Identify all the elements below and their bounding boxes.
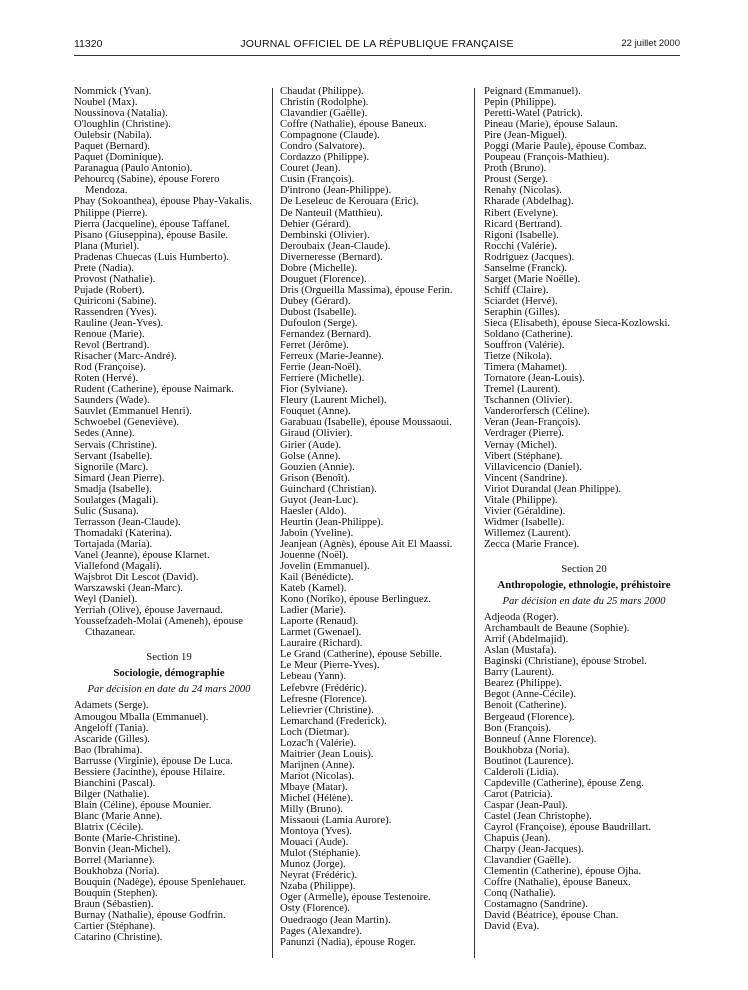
name-entry: Archambault de Beaune (Sophie). (484, 622, 630, 635)
name-entry: Paquet (Bernard). (74, 140, 150, 153)
column-3 (484, 86, 684, 932)
name-entry: Fernandez (Bernard). (280, 328, 372, 341)
name-entry: Condro (Salvatore). (280, 140, 365, 153)
name-entry: Adamets (Serge). (74, 699, 149, 712)
name-entry: Peignard (Emmanuel). (484, 85, 581, 97)
name-entry: D'introno (Jean-Philippe). (280, 184, 392, 197)
name-entry: Nzaba (Philippe). (280, 880, 356, 893)
name-entry: Vincent (Sandrine). (484, 471, 568, 484)
name-entry: Fouquet (Anne). (280, 405, 351, 418)
name-entry: Veran (Jean-François). (484, 416, 581, 429)
name-entry: Wajsbrot Dit Lescot (David). (74, 571, 199, 584)
name-entry: Clavandier (Gaëlle). (484, 854, 572, 867)
name-entry: Timera (Mahamet). (484, 361, 568, 374)
name-entry: Signorile (Marc). (74, 460, 149, 473)
name-entry: Saunders (Wade). (74, 394, 150, 407)
name-entry: Sedes (Anne). (74, 427, 135, 440)
name-list (280, 86, 465, 948)
name-entry: Rauline (Jean-Yves). (74, 316, 164, 329)
name-entry: Thomadaki (Katerina). (74, 526, 172, 539)
name-entry: Vibert (Stéphane). (484, 449, 563, 462)
name-entry: Vitale (Philippe). (484, 493, 558, 506)
name-entry: Dehier (Gérard). (280, 217, 352, 230)
section-subject: Sociologie, démographie (113, 667, 225, 680)
name-entry: Rassendren (Yves). (74, 305, 157, 318)
name-entry: Douguet (Florence). (280, 272, 367, 285)
name-entry: Capdeville (Catherine), épouse Zeng. (484, 776, 644, 789)
name-entry: Sarget (Marie Noëlle). (484, 272, 581, 285)
name-entry: Dris (Orgueilla Massima), épouse Ferin. (280, 283, 453, 296)
name-list (484, 612, 684, 932)
name-entry: Noubel (Max). (74, 96, 138, 109)
name-entry: Servais (Christine). (74, 438, 158, 451)
name-entry: Chapuis (Jean). (484, 832, 551, 845)
name-entry: Mouaci (Aude). (280, 836, 349, 849)
name-entry: Garabuau (Isabelle), épouse Moussaoui. (280, 416, 452, 429)
name-entry: Peretti-Watel (Patrick). (484, 107, 583, 120)
name-entry: Fleury (Laurent Michel). (280, 394, 387, 407)
name-entry: Poupeau (François-Mathieu). (484, 151, 610, 164)
name-entry: Simard (Jean Pierre). (74, 471, 165, 484)
name-entry: Viriot Durandal (Jean Philippe). (484, 482, 622, 495)
name-entry: Couret (Jean). (280, 162, 341, 175)
name-entry: Cartier (Stéphane). (74, 920, 156, 933)
name-entry: Bao (Ibrahima). (74, 743, 143, 756)
name-entry: Christin (Rodolphe). (280, 96, 369, 109)
name-entry: Fior (Sylviane). (280, 383, 348, 396)
name-list (74, 700, 264, 943)
name-entry: Pradenas Chuecas (Luis Humberto). (74, 250, 229, 263)
name-entry: Borrel (Marianne). (74, 854, 155, 867)
name-entry: Rudent (Catherine), épouse Naimark. (74, 383, 234, 396)
name-entry: Tietze (Nikola). (484, 350, 552, 363)
name-entry: Vanderorfersch (Céline). (484, 405, 590, 418)
name-entry: Pujade (Robert). (74, 283, 145, 296)
name-entry: Soulatges (Magali). (74, 493, 159, 506)
name-entry: Giraud (Olivier). (280, 427, 353, 440)
name-entry: Mulot (Stéphanie). (280, 847, 361, 860)
name-entry: Lozac'h (Valérie). (280, 736, 357, 749)
name-entry: Arrif (Abdelmajid). (484, 633, 569, 646)
name-entry: Coffre (Nathalie), épouse Baneux. (484, 876, 631, 889)
name-entry: Terrasson (Jean-Claude). (74, 515, 181, 528)
name-entry: Renahy (Nicolas). (484, 184, 562, 197)
name-entry: Prete (Nadia). (74, 261, 134, 274)
name-entry: Risacher (Marc-André). (74, 350, 177, 363)
name-entry: Ricard (Bertrand). (484, 217, 563, 230)
name-entry: Lefresne (Florence). (280, 692, 368, 705)
name-entry: Willemez (Laurent). (484, 526, 571, 539)
name-entry: Proust (Serge). (484, 173, 548, 186)
name-entry: Heurtin (Jean-Philippe). (280, 515, 384, 528)
name-entry: Nommick (Yvan). (74, 85, 152, 97)
name-entry: Guyot (Jean-Luc). (280, 493, 359, 506)
name-entry: Lemarchand (Frederick). (280, 714, 387, 727)
name-entry: Bouquin (Nadège), épouse Spenlehauer. (74, 876, 246, 889)
name-entry: Gouzien (Annie). (280, 460, 355, 473)
name-entry: Blanc (Marie Anne). (74, 809, 163, 822)
name-entry: Bouquin (Stephen). (74, 887, 158, 900)
name-entry: Bearez (Philippe). (484, 677, 562, 690)
name-entry: Barry (Laurent). (484, 666, 555, 679)
name-entry: Le Meur (Pierre-Yves). (280, 659, 380, 672)
header-rule (74, 55, 680, 56)
name-entry: Revol (Bertrand). (74, 339, 150, 352)
name-entry: Le Grand (Catherine), épouse Sebille. (280, 648, 443, 661)
page-header (74, 38, 680, 52)
name-entry: Yerriah (Olive), épouse Javernaud. (74, 604, 223, 617)
decision-date: Par décision en date du 25 mars 2000 (502, 595, 666, 608)
name-entry: Paquet (Dominique). (74, 151, 164, 164)
name-entry: Ferreux (Marie-Jeanne). (280, 350, 384, 363)
name-entry: Charpy (Jean-Jacques). (484, 843, 584, 856)
name-entry: Rod (Françoise). (74, 361, 146, 374)
name-entry: Villavicencio (Daniel). (484, 460, 582, 473)
name-entry: Larmet (Gwenael). (280, 626, 362, 639)
name-entry: Soldano (Catherine). (484, 328, 574, 341)
name-entry: Boukhobza (Noria). (484, 743, 570, 756)
name-entry: Marijnen (Anne). (280, 758, 355, 771)
decision-date: Par décision en date du 24 mars 2000 (87, 683, 251, 696)
name-entry: Jaboin (Yveline). (280, 526, 354, 539)
name-entry: Cusin (François). (280, 173, 355, 186)
name-entry: Bonvin (Jean-Michel). (74, 843, 171, 856)
name-entry: Warszawski (Jean-Marc). (74, 582, 183, 595)
name-entry: Pepin (Philippe). (484, 96, 557, 109)
name-entry: Lauraire (Richard). (280, 637, 363, 650)
name-entry: Rharade (Abdelhag). (484, 195, 574, 208)
name-entry: Dubey (Gérard). (280, 294, 351, 307)
name-entry: Mariot (Nicolas). (280, 769, 355, 782)
name-entry: Dobre (Michelle). (280, 261, 358, 274)
name-entry: Dubost (Isabelle). (280, 305, 357, 318)
name-entry: Youssefzadeh-Molai (Ameneh), épouse Cthazanear. (74, 615, 243, 639)
name-entry: Bilger (Nathalie). (74, 787, 150, 800)
name-entry: Ferriere (Michelle). (280, 372, 365, 385)
name-entry: Clavandier (Gaëlle). (280, 107, 368, 120)
name-entry: Pages (Alexandre). (280, 924, 362, 937)
name-entry: Dembinski (Olivier). (280, 228, 370, 241)
name-entry: Begot (Anne-Cécile). (484, 688, 576, 701)
name-entry: Compagnone (Claude). (280, 129, 380, 142)
name-entry: Ferrie (Jean-Noël). (280, 361, 362, 374)
name-entry: Missaoui (Lamia Aurore). (280, 814, 392, 827)
name-entry: Castel (Jean Christophe). (484, 809, 592, 822)
name-entry: De Nanteuil (Matthieu). (280, 206, 383, 219)
name-entry: Carot (Patricia). (484, 787, 553, 800)
name-entry: Guinchard (Christian). (280, 482, 377, 495)
name-entry: Osty (Florence). (280, 902, 351, 915)
name-entry: Benoit (Catherine). (484, 699, 567, 712)
name-entry: Dufoulon (Serge). (280, 316, 358, 329)
name-entry: Rocchi (Valérie). (484, 239, 557, 252)
name-entry: Jouenne (Noël). (280, 548, 349, 561)
name-entry: Catarino (Christine). (74, 931, 163, 944)
name-entry: Aslan (Mustafa). (484, 644, 557, 657)
name-entry: Oger (Armelle), épouse Testenoire. (280, 891, 431, 904)
name-entry: Ascaride (Gilles). (74, 732, 150, 745)
name-entry: Tschannen (Olivier). (484, 394, 573, 407)
name-entry: Coffre (Nathalie), épouse Baneux. (280, 118, 427, 131)
name-entry: Kono (Noriko), épouse Berlinguez. (280, 593, 432, 606)
name-entry: Sciardet (Hervé). (484, 294, 558, 307)
name-entry: Schiff (Claire). (484, 283, 549, 296)
name-entry: Sieca (Elisabeth), épouse Sieca-Kozlowski. (484, 316, 671, 329)
name-entry: Clementin (Catherine), épouse Ojha. (484, 865, 641, 878)
name-entry: Boukhobza (Noria). (74, 865, 160, 878)
name-entry: Tortajada (Maria). (74, 537, 153, 550)
name-entry: Golse (Anne). (280, 449, 341, 462)
section-subject: Anthropologie, ethnologie, préhistoire (497, 579, 671, 592)
name-entry: Boutinot (Laurence). (484, 754, 574, 767)
page-number: 11320 (74, 38, 103, 50)
name-entry: Oulebsir (Nabila). (74, 129, 152, 142)
name-entry: Michel (Hélène). (280, 792, 353, 804)
name-entry: Ouedraogo (Jean Martin). (280, 913, 391, 926)
name-entry: Bon (François). (484, 721, 552, 734)
name-entry: Pire (Jean-Miguel). (484, 129, 568, 142)
name-entry: Ribert (Evelyne). (484, 206, 559, 219)
name-entry: Conq (Nathalie). (484, 887, 556, 900)
section-title: Section 20 (561, 562, 607, 575)
name-entry: Pisano (Giuseppina), épouse Basile. (74, 228, 229, 241)
journal-title: JOURNAL OFFICIEL DE LA RÉPUBLIQUE FRANÇAISE (240, 38, 514, 50)
name-entry: Tornatore (Jean-Louis). (484, 372, 585, 385)
name-list (74, 86, 264, 638)
name-entry: Adjeoda (Roger). (484, 611, 559, 624)
name-entry: Calderoli (Lidia). (484, 765, 559, 778)
column-divider (474, 88, 475, 958)
name-entry: Bonte (Marie-Christine). (74, 832, 181, 845)
name-entry: Viallefond (Magali). (74, 560, 162, 573)
name-list (484, 86, 684, 550)
name-entry: Panunzi (Nadia), épouse Roger. (280, 935, 416, 948)
name-entry: Lefebvre (Frédéric). (280, 681, 367, 694)
name-entry: De Leseleuc de Kerouara (Eric). (280, 195, 419, 208)
name-entry: Provost (Nathalie). (74, 272, 156, 285)
name-entry: Schwoebel (Geneviève). (74, 416, 180, 429)
name-entry: Plana (Muriel). (74, 239, 140, 252)
name-entry: Smadja (Isabelle). (74, 482, 152, 495)
name-entry: Sanselme (Franck). (484, 261, 568, 274)
name-entry: Montoya (Yves). (280, 825, 352, 838)
name-entry: Paranagua (Paulo Antonio). (74, 162, 193, 175)
name-entry: Bergeaud (Florence). (484, 710, 575, 723)
name-entry: Deroubaix (Jean-Claude). (280, 239, 391, 252)
name-entry: Milly (Bruno). (280, 803, 343, 816)
name-entry: Barrusse (Virginie), épouse De Luca. (74, 754, 233, 767)
name-entry: Caspar (Jean-Paul). (484, 798, 568, 811)
name-entry: Renoue (Marie). (74, 328, 145, 341)
name-entry: Jovelin (Emmanuel). (280, 560, 370, 573)
name-entry: David (Eva). (484, 920, 540, 933)
name-entry: Girier (Aude). (280, 438, 342, 451)
name-entry: Souffron (Valérie). (484, 339, 565, 352)
name-entry: Kateb (Kamel). (280, 582, 347, 595)
name-entry: Ferret (Jérôme). (280, 339, 349, 352)
name-entry: Kail (Bénédicte). (280, 571, 354, 584)
name-entry: Munoz (Jorge). (280, 858, 346, 871)
name-entry: David (Béatrice), épouse Chan. (484, 909, 619, 922)
name-entry: Quiriconi (Sabine). (74, 294, 157, 307)
column-divider (272, 88, 273, 958)
name-entry: Poggi (Marie Paule), épouse Combaz. (484, 140, 647, 153)
column-2 (280, 86, 465, 948)
name-entry: Diverneresse (Bernard). (280, 250, 383, 263)
name-entry: O'loughlin (Christine). (74, 118, 171, 131)
name-entry: Laporte (Renaud). (280, 615, 359, 628)
name-entry: Pineau (Marie), épouse Salaun. (484, 118, 618, 131)
name-entry: Haesler (Aldo). (280, 504, 347, 517)
name-entry: Servant (Isabelle). (74, 449, 153, 462)
name-entry: Blain (Céline), épouse Mounier. (74, 798, 212, 811)
name-entry: Ladier (Marie). (280, 604, 346, 617)
name-entry: Rodriguez (Jacques). (484, 250, 575, 263)
name-entry: Amougou Mballa (Emmanuel). (74, 710, 209, 723)
section-title: Section 19 (146, 651, 192, 664)
name-entry: Roten (Hervé). (74, 372, 139, 385)
name-entry: Baginski (Christiane), épouse Strobel. (484, 655, 647, 668)
name-entry: Bessiere (Jacinthe), épouse Hilaire. (74, 765, 226, 778)
name-entry: Cordazzo (Philippe). (280, 151, 370, 164)
name-entry: Vanel (Jeanne), épouse Klarnet. (74, 548, 210, 561)
name-entry: Mbaye (Matar). (280, 780, 348, 793)
name-entry: Costamagno (Sandrine). (484, 898, 588, 911)
name-entry: Lebeau (Yann). (280, 670, 346, 683)
name-entry: Verdrager (Pierre). (484, 427, 565, 440)
name-entry: Vivier (Géraldine). (484, 504, 566, 517)
name-entry: Chaudat (Philippe). (280, 85, 364, 97)
name-entry: Rigoni (Isabelle). (484, 228, 559, 241)
column-1 (74, 86, 264, 944)
name-entry: Bianchini (Pascal). (74, 776, 156, 789)
name-entry: Phay (Sokoanthea), épouse Phay-Vakalis. (74, 195, 252, 208)
name-entry: Zecca (Marie France). (484, 537, 580, 550)
name-entry: Neyrat (Frédéric). (280, 869, 358, 882)
name-entry: Tremel (Laurent). (484, 383, 561, 396)
name-entry: Weyl (Daniel). (74, 593, 138, 606)
name-entry: Bonneuf (Anne Florence). (484, 732, 597, 745)
name-entry: Angeloff (Tania). (74, 721, 149, 734)
name-entry: Cayrol (Françoise), épouse Baudrillart. (484, 821, 652, 833)
name-entry: Sauvlet (Emmanuel Henri). (74, 405, 192, 418)
name-entry: Vernay (Michel). (484, 438, 558, 451)
name-entry: Philippe (Pierre). (74, 206, 148, 219)
name-entry: Lelievrier (Christine). (280, 703, 374, 716)
name-entry: Maitrier (Jean Louis). (280, 747, 374, 760)
name-entry: Proth (Bruno). (484, 162, 547, 175)
name-entry: Seraphin (Gilles). (484, 305, 560, 318)
name-entry: Noussinova (Natalia). (74, 107, 168, 120)
name-entry: Pierra (Jacqueline), épouse Taffanel. (74, 217, 230, 230)
name-entry: Jeanjean (Agnès), épouse Ait El Maassi. (280, 537, 453, 550)
name-entry: Loch (Dietmar). (280, 725, 350, 738)
name-entry: Widmer (Isabelle). (484, 515, 565, 528)
name-entry: Sulic (Susana). (74, 504, 139, 517)
name-entry: Grison (Benoît). (280, 471, 351, 484)
name-entry: Pehourcq (Sabine), épouse Forero Mendoza. (74, 173, 220, 197)
name-entry: Burnay (Nathalie), épouse Godfrin. (74, 909, 226, 922)
issue-date: 22 juillet 2000 (621, 38, 680, 49)
name-entry: Blatrix (Cécile). (74, 821, 144, 833)
name-entry: Braun (Sébastien). (74, 898, 154, 911)
